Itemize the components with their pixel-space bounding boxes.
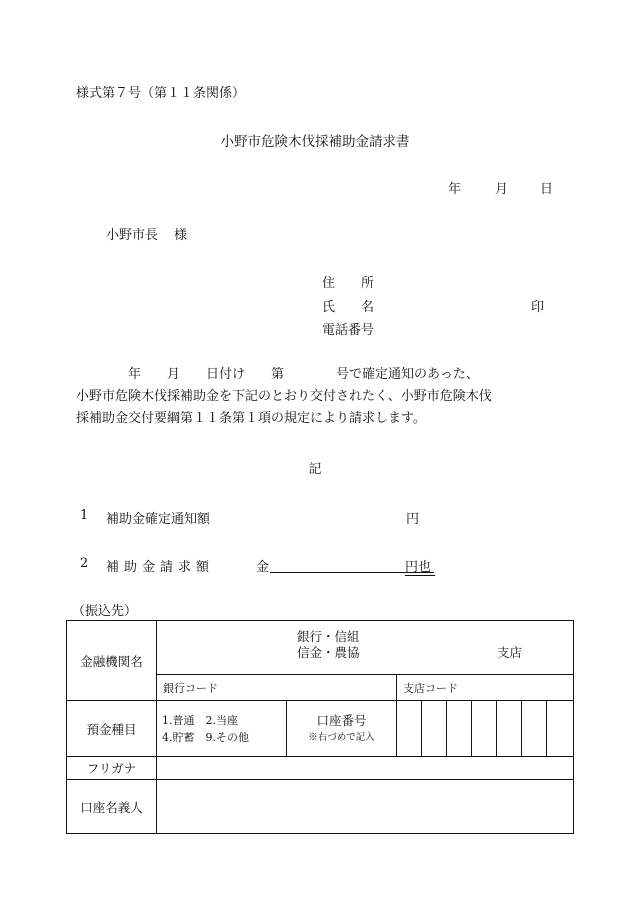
account-digit-5[interactable] (497, 701, 522, 757)
account-digit-1[interactable] (397, 701, 422, 757)
body-line-1: 年 月 日付け 第 号で確定通知のあった、 (76, 367, 479, 382)
item2-label: 補助金請求額 (106, 560, 215, 575)
addressee (106, 224, 187, 243)
account-digit-4[interactable] (472, 701, 497, 757)
bank-code-cell[interactable] (157, 675, 397, 701)
account-digit-2[interactable] (422, 701, 447, 757)
account-digit-6[interactable] (522, 701, 547, 757)
item-request-amount (80, 556, 432, 575)
deposit-options-line2: 4.貯蓄 9.その他 (162, 730, 249, 744)
institution-name-cell[interactable] (157, 621, 574, 675)
item2-unit: 円也 (405, 556, 435, 576)
item1-unit[interactable]: 円 (406, 512, 420, 527)
document-title: 小野市危険木伐採補助金請求書 (220, 134, 410, 150)
branch-code-label: 支店コード (403, 681, 458, 695)
item2-prefix: 金 (256, 560, 270, 575)
account-number-label-cell (287, 701, 397, 757)
date-day[interactable]: 日 (540, 182, 554, 197)
deposit-type-label: 預金種目 (67, 701, 157, 757)
addressee-honorific: 様 (174, 228, 188, 243)
institution-label: 金融機関名 (67, 621, 157, 701)
applicant-phone-label[interactable]: 電話番号 (322, 323, 375, 338)
branch-code-cell[interactable] (397, 675, 574, 701)
account-digit-7[interactable] (547, 701, 574, 757)
account-holder-label: 口座名義人 (67, 780, 157, 834)
branch-label: 支店 (497, 645, 523, 660)
applicant-name-label[interactable]: 氏 名 (322, 300, 375, 315)
furigana-label: フリガナ (67, 757, 157, 780)
item1-label: 補助金確定通知額 (106, 512, 211, 527)
furigana-field[interactable] (157, 757, 574, 780)
item1-number: 1 (80, 508, 89, 523)
bank-type-line2: 信金・農協 (297, 645, 360, 660)
transfer-heading: （振込先） (72, 604, 138, 619)
applicant-address-label[interactable]: 住 所 (322, 276, 375, 291)
form-number: 様式第７号（第１１条関係） (76, 86, 246, 101)
deposit-type-options[interactable] (157, 701, 287, 757)
account-holder-field[interactable] (157, 780, 574, 834)
date-year[interactable]: 年 (448, 182, 462, 197)
body-line-2: 小野市危険木伐採補助金を下記のとおり交付されたく、小野市危険木伐 (76, 389, 492, 404)
item2-number: 2 (80, 556, 89, 571)
bank-info-table (66, 620, 574, 834)
addressee-name: 小野市長 (106, 228, 159, 243)
ki-heading: 記 (308, 462, 322, 477)
account-number-note: ※右づめで記入 (308, 731, 375, 743)
body-line-3: 採補助金交付要綱第１１条第１項の規定により請求します。 (76, 411, 426, 426)
account-digit-3[interactable] (447, 701, 472, 757)
deposit-options-line1: 1.普通 2.当座 (162, 713, 238, 727)
bank-code-label: 銀行コード (163, 681, 218, 695)
date-month[interactable]: 月 (495, 182, 509, 197)
bank-type-line1: 銀行・信組 (297, 629, 360, 644)
item-confirmed-amount (80, 508, 420, 527)
account-number-label: 口座番号 (316, 712, 367, 728)
seal-mark: 印 (531, 300, 545, 315)
request-body-text (76, 364, 562, 430)
